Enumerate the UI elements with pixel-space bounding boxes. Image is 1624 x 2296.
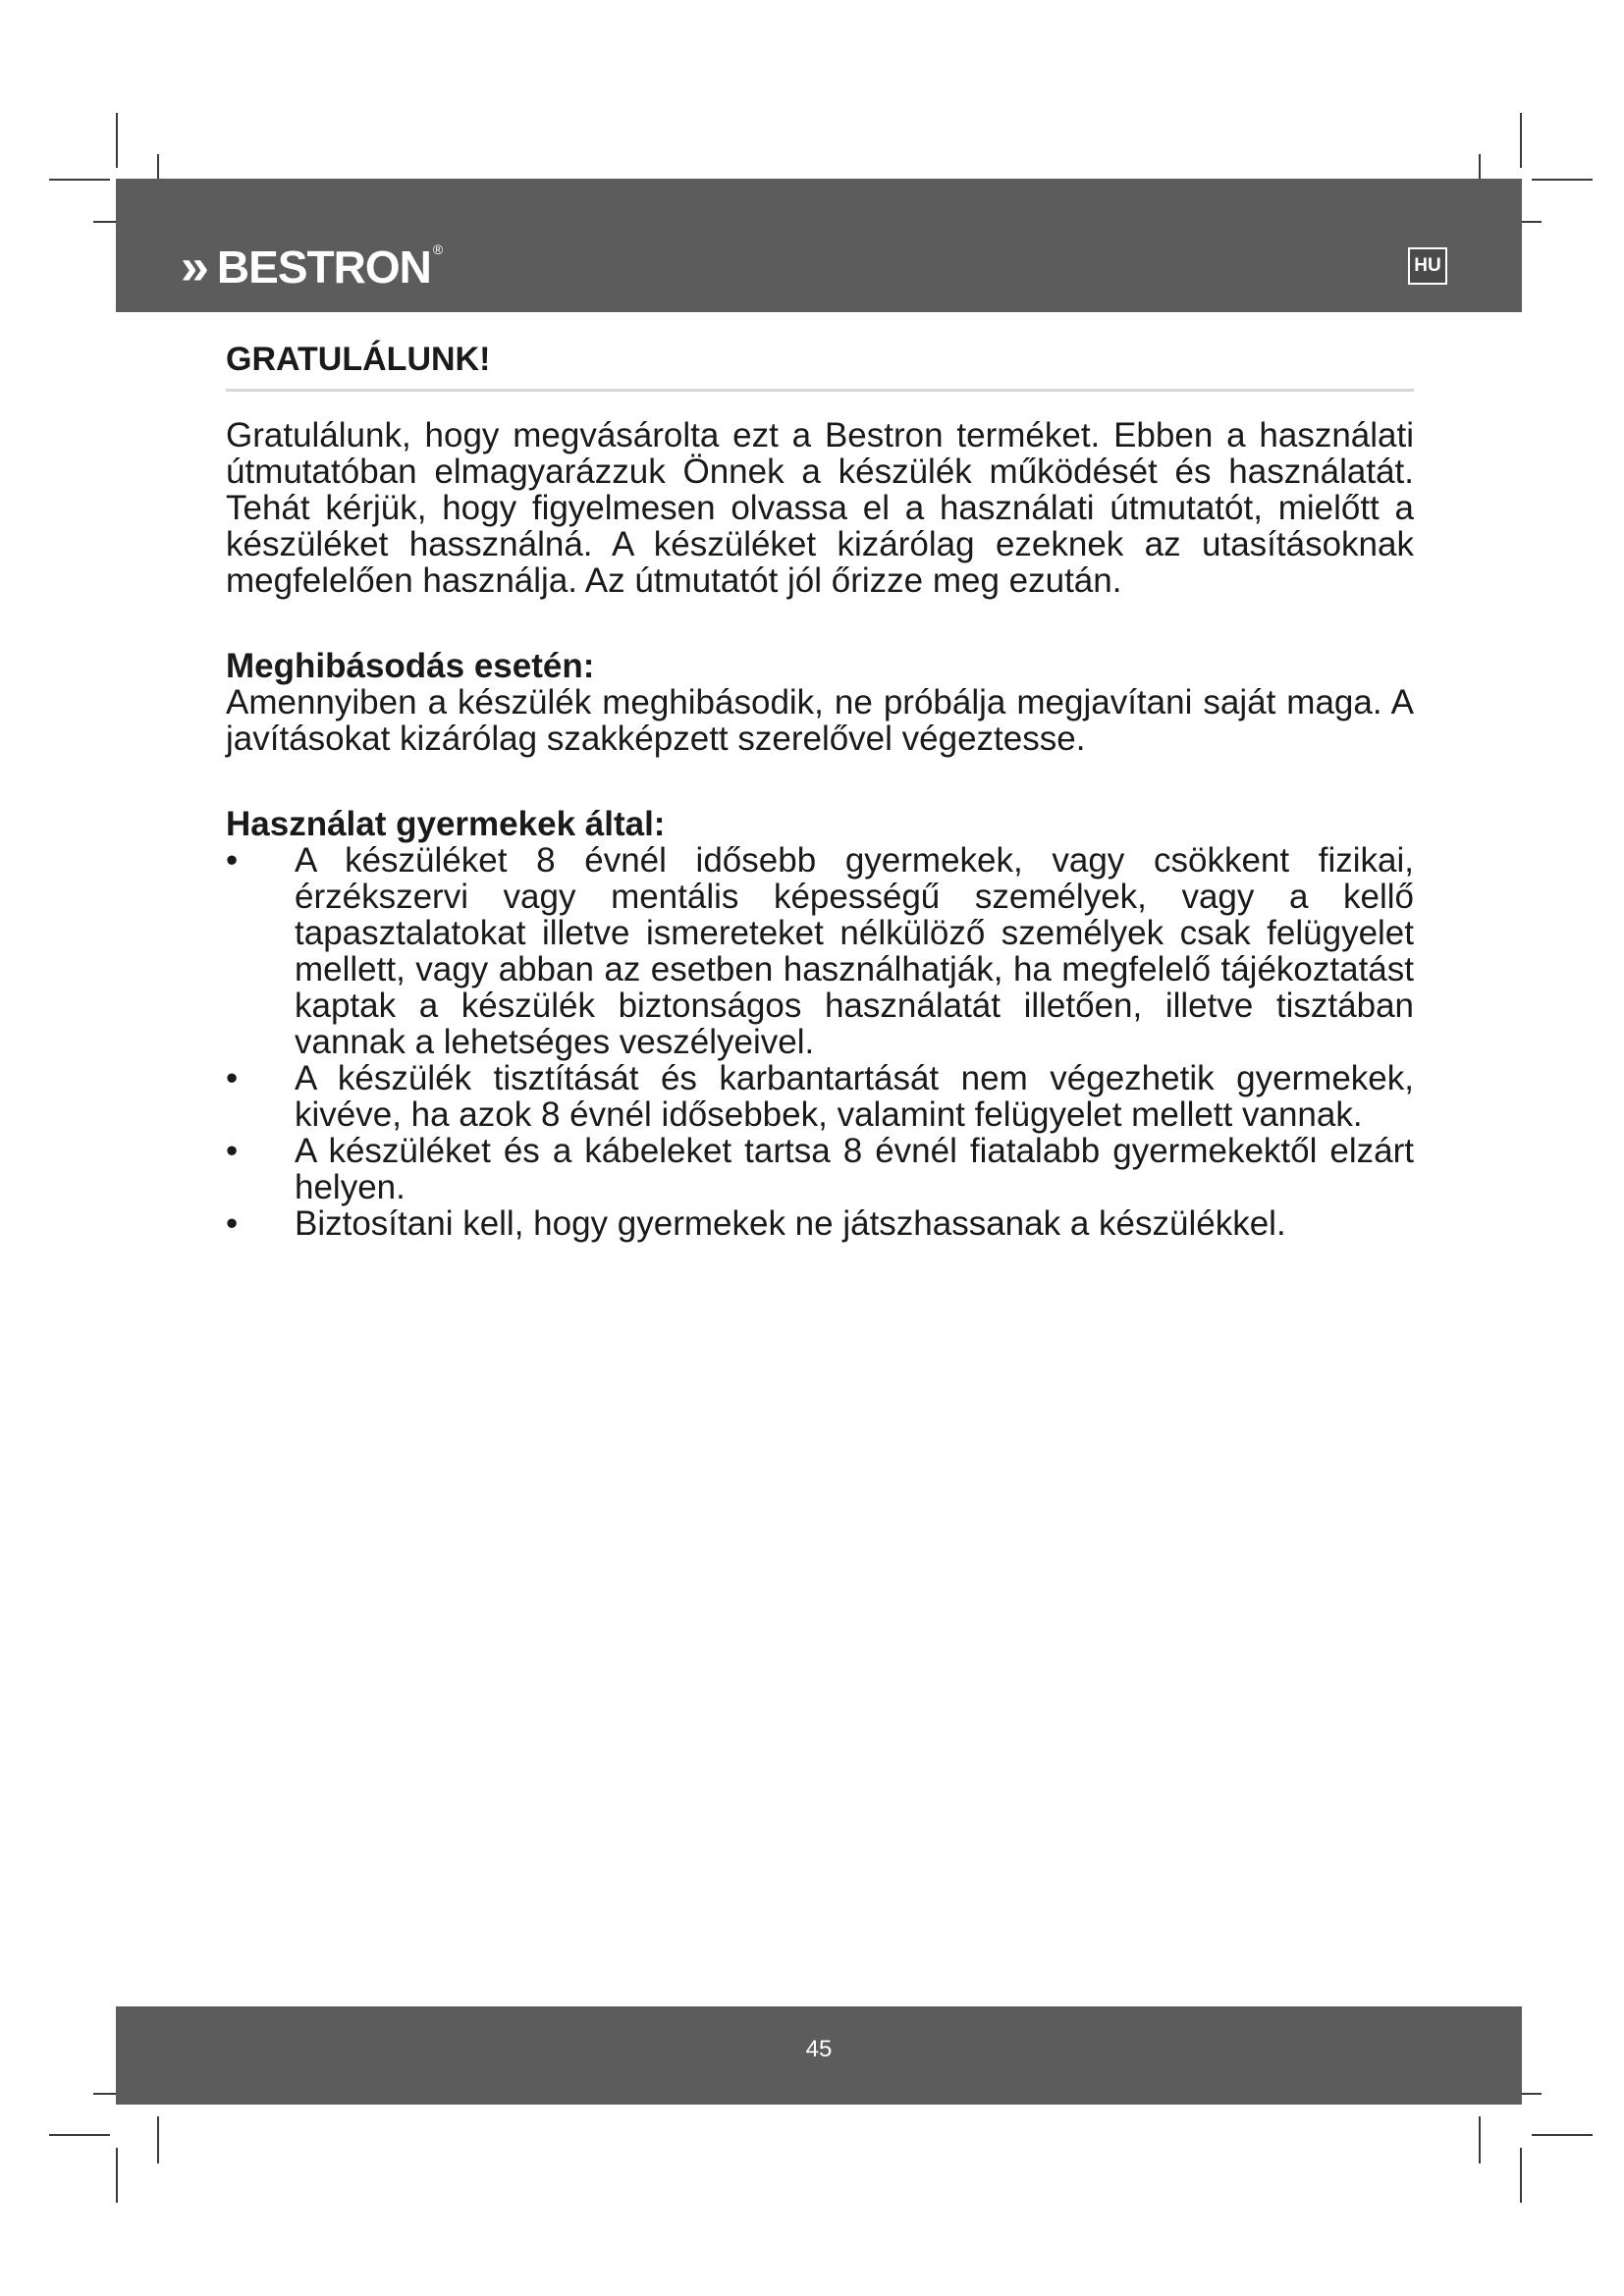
crop-mark bbox=[49, 2134, 110, 2136]
crop-mark bbox=[1520, 2148, 1522, 2203]
intro-paragraph: Gratulálunk, hogy megvásárolta ezt a Bestron terméket. Ebben a használati útmutatóban elmagyarázzuk Önnek a készülék működését és használatát. Tehát kérjük, hogy figyelmesen olvassa el a használati útmutatót, mielőtt a készüléket hassználná. A készüléket kizárólag ezeknek az utasításoknak megfelelően használja. Az útmutatót jól őrizze meg ezután. bbox=[226, 416, 1414, 600]
title-divider bbox=[226, 389, 1414, 392]
crop-mark bbox=[49, 179, 110, 181]
list-item: • A készüléket 8 évnél idősebb gyermekek, vagy csökkent fizikai, érzékszervi vagy mentális képességű személyek, vagy a kellő tapasztalatokat illetve ismereteket nélkülöző személyek csak felügyelet mellett, vagy abban az esetben használhatják, ha megfelelő tájékoztatást kaptak a készülék biztonságos használatát illetően, illetve tisztában vannak a lehetséges veszélyeivel. bbox=[226, 842, 1414, 1060]
footer-band bbox=[116, 2006, 1522, 2105]
children-bullet-list bbox=[226, 842, 1414, 1242]
section-text-malfunction: Amennyiben a készülék meghibásodik, ne próbálja megjavítani saját maga. A javításokat kizárólag szakképzett szerelővel végeztesse. bbox=[226, 683, 1414, 758]
crop-mark bbox=[157, 2116, 159, 2163]
page-title: GRATULÁLUNK! bbox=[226, 341, 491, 378]
list-item: • A készülék tisztítását és karbantartását nem végezhetik gyermekek, kivéve, ha azok 8 évnél idősebbek, valamint felügyelet mellett vannak. bbox=[226, 1060, 1414, 1133]
crop-mark bbox=[1532, 179, 1593, 181]
section-heading-children: Használat gyermekek által: bbox=[226, 805, 666, 843]
list-item: • Biztosítani kell, hogy gyermekek ne játszhassanak a készülékkel. bbox=[226, 1205, 1414, 1242]
registered-mark: ® bbox=[432, 241, 444, 257]
crop-mark bbox=[116, 113, 118, 168]
brand-logo bbox=[181, 241, 443, 293]
header-band bbox=[116, 179, 1522, 312]
crop-mark bbox=[1479, 2116, 1481, 2163]
chevron-logo-icon: » bbox=[181, 239, 195, 295]
crop-mark bbox=[1532, 2134, 1593, 2136]
page-content bbox=[226, 340, 1414, 1242]
page-number: 45 bbox=[805, 2036, 833, 2062]
crop-mark bbox=[1520, 113, 1522, 168]
section-heading-malfunction: Meghibásodás esetén: bbox=[226, 647, 595, 685]
language-badge: HU bbox=[1408, 247, 1447, 285]
list-item: • A készüléket és a kábeleket tartsa 8 évnél fiatalabb gyermekektől elzárt helyen. bbox=[226, 1133, 1414, 1205]
brand-wordmark: BESTRON bbox=[216, 241, 431, 293]
crop-mark bbox=[116, 2148, 118, 2203]
